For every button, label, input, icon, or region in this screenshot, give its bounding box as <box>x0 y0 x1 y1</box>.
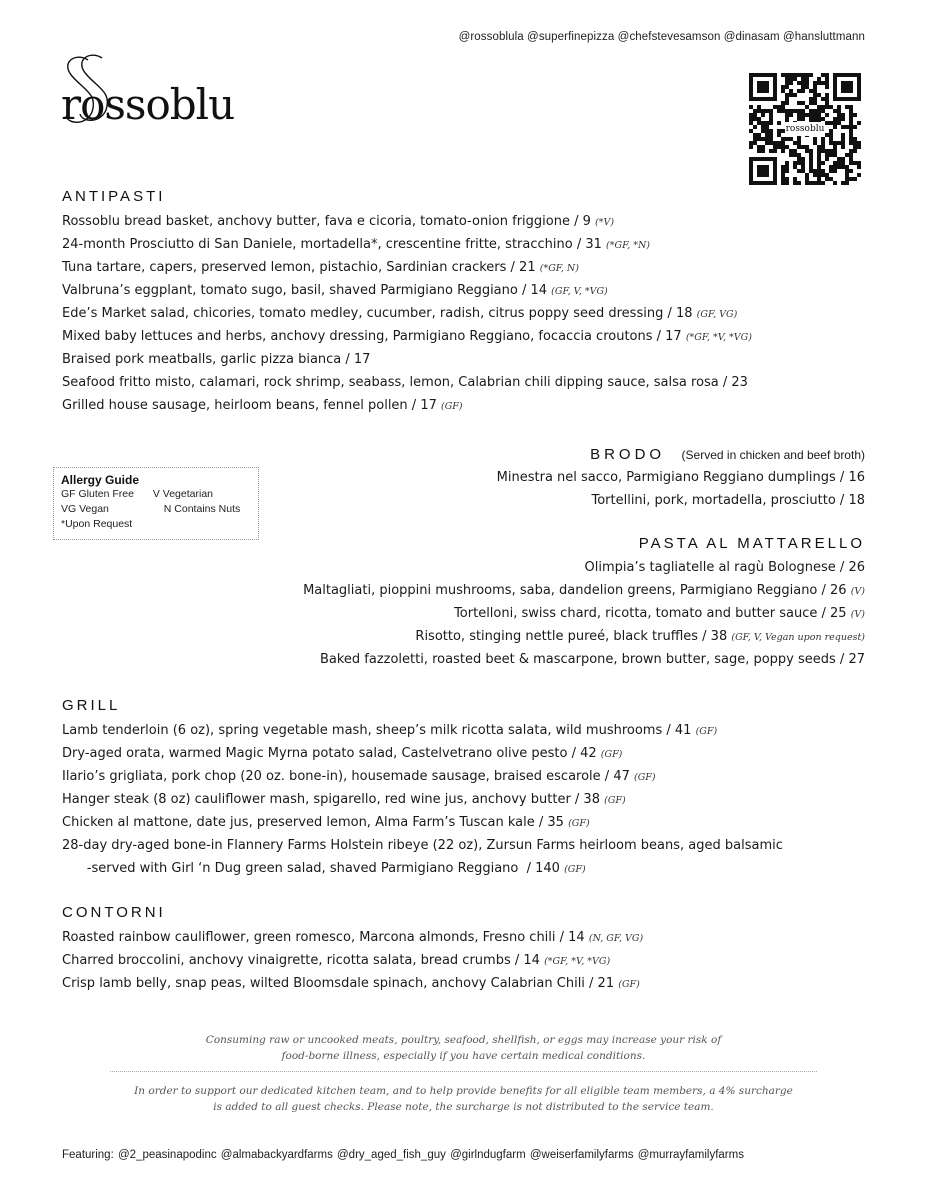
notice-divider <box>110 1071 817 1072</box>
menu-item: Risotto, stinging nettle pureé, black truffles / 38 (GF, V, Vegan upon request) <box>415 629 865 644</box>
menu-item: Charred broccolini, anchovy vinaigrette, ricotta salata, bread crumbs / 14 (*GF, *V, *VG) <box>62 953 611 968</box>
contorni-list <box>62 926 643 995</box>
allergy-vg: VG Vegan <box>61 503 109 515</box>
menu-item: Ilario’s grigliata, pork chop (20 oz. bone-in), housemade sausage, braised escarole / 47 (GF) <box>62 769 656 784</box>
allergy-guide-title: Allergy Guide <box>61 473 140 487</box>
menu-item: Roasted rainbow cauliflower, green romesco, Marcona almonds, Fresno chili / 14 (N, GF, VG) <box>62 930 644 945</box>
raw-food-notice <box>110 1032 817 1064</box>
brodo-header <box>590 446 865 464</box>
menu-item: Baked fazzoletti, roasted beet & mascarpone, brown butter, sage, poppy seeds / 27 <box>319 652 865 667</box>
qr-code[interactable] <box>749 73 861 185</box>
menu-item: Lamb tenderloin (6 oz), spring vegetable mash, sheep’s milk ricotta salata, wild mushrooms / 41 (GF) <box>62 723 718 738</box>
pasta-title: PASTA AL MATTARELLO <box>638 535 865 552</box>
social-handles: @rossoblula @superfinepizza @chefstevesamson @dinasam @hansluttmann <box>458 31 865 43</box>
allergy-row <box>61 502 251 517</box>
menu-item: Hanger steak (8 oz) cauliflower mash, spigarello, red wine jus, anchovy butter / 38 (GF) <box>62 792 626 807</box>
menu-item: -served with Girl ‘n Dug green salad, shaved Parmigiano Reggiano / 140 (GF) <box>62 861 586 876</box>
brodo-list <box>497 466 865 512</box>
menu-item: Grilled house sausage, heirloom beans, fennel pollen / 17 (GF) <box>62 398 463 413</box>
antipasti-title: ANTIPASTI <box>62 188 166 205</box>
menu-item: Dry-aged orata, warmed Magic Myrna potato salad, Castelvetrano olive pesto / 42 (GF) <box>62 746 623 761</box>
allergy-v: V Vegetarian <box>152 488 214 500</box>
menu-item: Tortellini, pork, mortadella, prosciutto / 18 <box>591 493 865 508</box>
menu-item: Valbruna’s eggplant, tomato sugo, basil, shaved Parmigiano Reggiano / 14 (GF, V, *VG) <box>62 283 608 298</box>
allergy-upon-request: *Upon Request <box>61 518 133 530</box>
notice-line: is added to all guest checks. Please note, the surcharge is not distributed to the service team. <box>213 1101 714 1113</box>
grill-list <box>62 719 783 880</box>
menu-item: 28-day dry-aged bone-in Flannery Farms Holstein ribeye (22 oz), Zursun Farms heirloom beans, aged balsamic <box>62 838 783 853</box>
allergy-guide <box>53 467 259 540</box>
menu-item: Seafood fritto misto, calamari, rock shrimp, seabass, lemon, Calabrian chili dipping sauce, salsa rosa / 23 <box>62 375 748 390</box>
allergy-n: N Contains Nuts <box>163 503 241 515</box>
brodo-note: (Served in chicken and beef broth) <box>681 448 865 462</box>
antipasti-list <box>62 210 752 417</box>
menu-item: Mixed baby lettuces and herbs, anchovy dressing, Parmigiano Reggiano, focaccia croutons / 17 (*GF, *V, *VG) <box>62 329 752 344</box>
notice-line: In order to support our dedicated kitchen team, and to help provide benefits for all eligible team members, a 4% surcharge <box>134 1085 793 1097</box>
allergy-gf: GF Gluten Free <box>61 488 134 500</box>
menu-item: Rossoblu bread basket, anchovy butter, fava e cicoria, tomato-onion friggione / 9 (*V) <box>62 214 615 229</box>
grill-title: GRILL <box>62 697 121 714</box>
menu-item: 24-month Prosciutto di San Daniele, mortadella*, crescentine fritte, stracchino / 31 (*GF, *N) <box>62 237 650 252</box>
featuring-farms: Featuring: @2_peasinapodinc @almabackyardfarms @dry_aged_fish_guy @girlndugfarm @weiserfamilyfarms @murrayfamilyfarms <box>62 1149 744 1161</box>
surcharge-notice <box>110 1083 817 1115</box>
allergy-row <box>61 487 251 502</box>
menu-item: Minestra nel sacco, Parmigiano Reggiano dumplings / 16 <box>496 470 865 485</box>
contorni-title: CONTORNI <box>62 904 166 921</box>
menu-item: Tortelloni, swiss chard, ricotta, tomato and butter sauce / 25 (V) <box>454 606 865 621</box>
menu-item: Ede’s Market salad, chicories, tomato medley, cucumber, radish, citrus poppy seed dressing / 18 (GF, VG) <box>62 306 738 321</box>
pasta-list <box>303 556 865 671</box>
menu-item: Chicken al mattone, date jus, preserved lemon, Alma Farm’s Tuscan kale / 35 (GF) <box>62 815 590 830</box>
menu-item: Tuna tartare, capers, preserved lemon, pistachio, Sardinian crackers / 21 (*GF, N) <box>62 260 579 275</box>
brodo-title: BRODO <box>590 446 666 463</box>
menu-item: Olimpia’s tagliatelle al ragù Bolognese / 26 <box>584 560 865 575</box>
notice-line: food-borne illness, especially if you have certain medical conditions. <box>281 1050 646 1062</box>
menu-item: Maltagliati, pioppini mushrooms, saba, dandelion greens, Parmigiano Reggiano / 26 (V) <box>303 583 865 598</box>
notice-line: Consuming raw or uncooked meats, poultry, seafood, shellfish, or eggs may increase your risk of <box>205 1034 722 1046</box>
logo-wordmark: rossoblu <box>61 80 235 129</box>
menu-item: Crisp lamb belly, snap peas, wilted Bloomsdale spinach, anchovy Calabrian Chili / 21 (GF) <box>62 976 640 991</box>
menu-item: Braised pork meatballs, garlic pizza bianca / 17 <box>62 352 371 367</box>
restaurant-logo <box>58 50 238 130</box>
qr-center-label: rossoblu <box>785 124 825 134</box>
